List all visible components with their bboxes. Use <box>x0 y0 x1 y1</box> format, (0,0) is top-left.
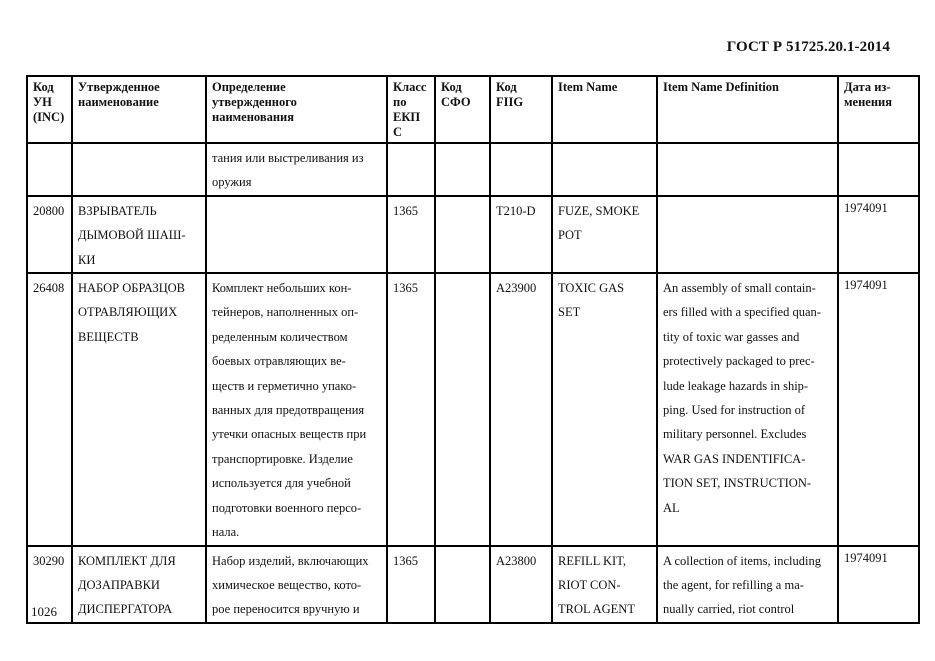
cell-definition: тания или выстреливания из оружия <box>206 143 387 196</box>
cell-date: 1974091 <box>838 546 919 623</box>
cell-fiig: T210-D <box>490 196 552 273</box>
table-row <box>27 196 919 273</box>
column-header-class: Класс по ЕКП С <box>387 76 435 143</box>
cell-item-name: FUZE, SMOKE POT <box>552 196 657 273</box>
column-header-definition: Определение утвержденного наименования <box>206 76 387 143</box>
page-number: 1026 <box>31 604 57 619</box>
cell-item-definition <box>657 196 838 273</box>
cell-class <box>387 143 435 196</box>
column-header-sfo: Код СФО <box>435 76 490 143</box>
cell-date: 1974091 <box>838 273 919 545</box>
document-standard-header: ГОСТ Р 51725.20.1-2014 <box>726 39 890 55</box>
cell-item-name: REFILL KIT, RIOT CON- TROL AGENT <box>552 546 657 623</box>
column-header-fiig: Код FIIG <box>490 76 552 143</box>
cell-inc: 26408 <box>27 273 72 545</box>
column-header-item-definition: Item Name Definition <box>657 76 838 143</box>
cell-item-definition: An assembly of small contain- ers filled with a specified quan- tity of toxic war gasses and protectively packaged to prec- lude leakage hazards in ship- ping. Used for instruction of military personnel. Excludes WAR GAS INDENTIFICA- TION SET, INSTRUCTION- AL <box>657 273 838 545</box>
cell-class: 1365 <box>387 196 435 273</box>
item-catalog-table <box>26 75 920 624</box>
cell-definition: Набор изделий, включающих химическое вещество, кото- рое переносится вручную и <box>206 546 387 623</box>
cell-inc: 20800 <box>27 196 72 273</box>
cell-definition: Комплект небольших кон- тейнеров, наполненных оп- ределенным количеством боевых отравляющих ве- ществ и герметично упако- ванных для предотвращения утечки опасных веществ при транспортировке. Изделие используется для учебной подготовки военного персо- нала. <box>206 273 387 545</box>
column-header-inc: Код УН (INC) <box>27 76 72 143</box>
table-row <box>27 273 919 545</box>
cell-inc: 30290 <box>27 546 72 623</box>
cell-item-definition: A collection of items, including the agent, for refilling a ma- nually carried, riot control <box>657 546 838 623</box>
cell-approved-name: КОМПЛЕКТ ДЛЯ ДОЗАПРАВКИ ДИСПЕРГАТОРА <box>72 546 206 623</box>
cell-item-definition <box>657 143 838 196</box>
cell-approved-name: НАБОР ОБРАЗЦОВ ОТРАВЛЯЮЩИХ ВЕЩЕСТВ <box>72 273 206 545</box>
cell-definition <box>206 196 387 273</box>
column-header-item-name: Item Name <box>552 76 657 143</box>
column-header-date: Дата из- менения <box>838 76 919 143</box>
cell-fiig: A23900 <box>490 273 552 545</box>
table-header-row <box>27 76 919 143</box>
cell-sfo <box>435 143 490 196</box>
cell-class: 1365 <box>387 546 435 623</box>
cell-inc <box>27 143 72 196</box>
cell-date: 1974091 <box>838 196 919 273</box>
cell-date <box>838 143 919 196</box>
cell-approved-name: ВЗРЫВАТЕЛЬ ДЫМОВОЙ ШАШ- КИ <box>72 196 206 273</box>
column-header-approved-name: Утвержденное наименование <box>72 76 206 143</box>
cell-item-name: TOXIC GAS SET <box>552 273 657 545</box>
cell-fiig <box>490 143 552 196</box>
table-row <box>27 546 919 623</box>
cell-sfo <box>435 546 490 623</box>
cell-approved-name <box>72 143 206 196</box>
table-row <box>27 143 919 196</box>
cell-item-name <box>552 143 657 196</box>
cell-sfo <box>435 273 490 545</box>
cell-sfo <box>435 196 490 273</box>
cell-class: 1365 <box>387 273 435 545</box>
cell-fiig: A23800 <box>490 546 552 623</box>
